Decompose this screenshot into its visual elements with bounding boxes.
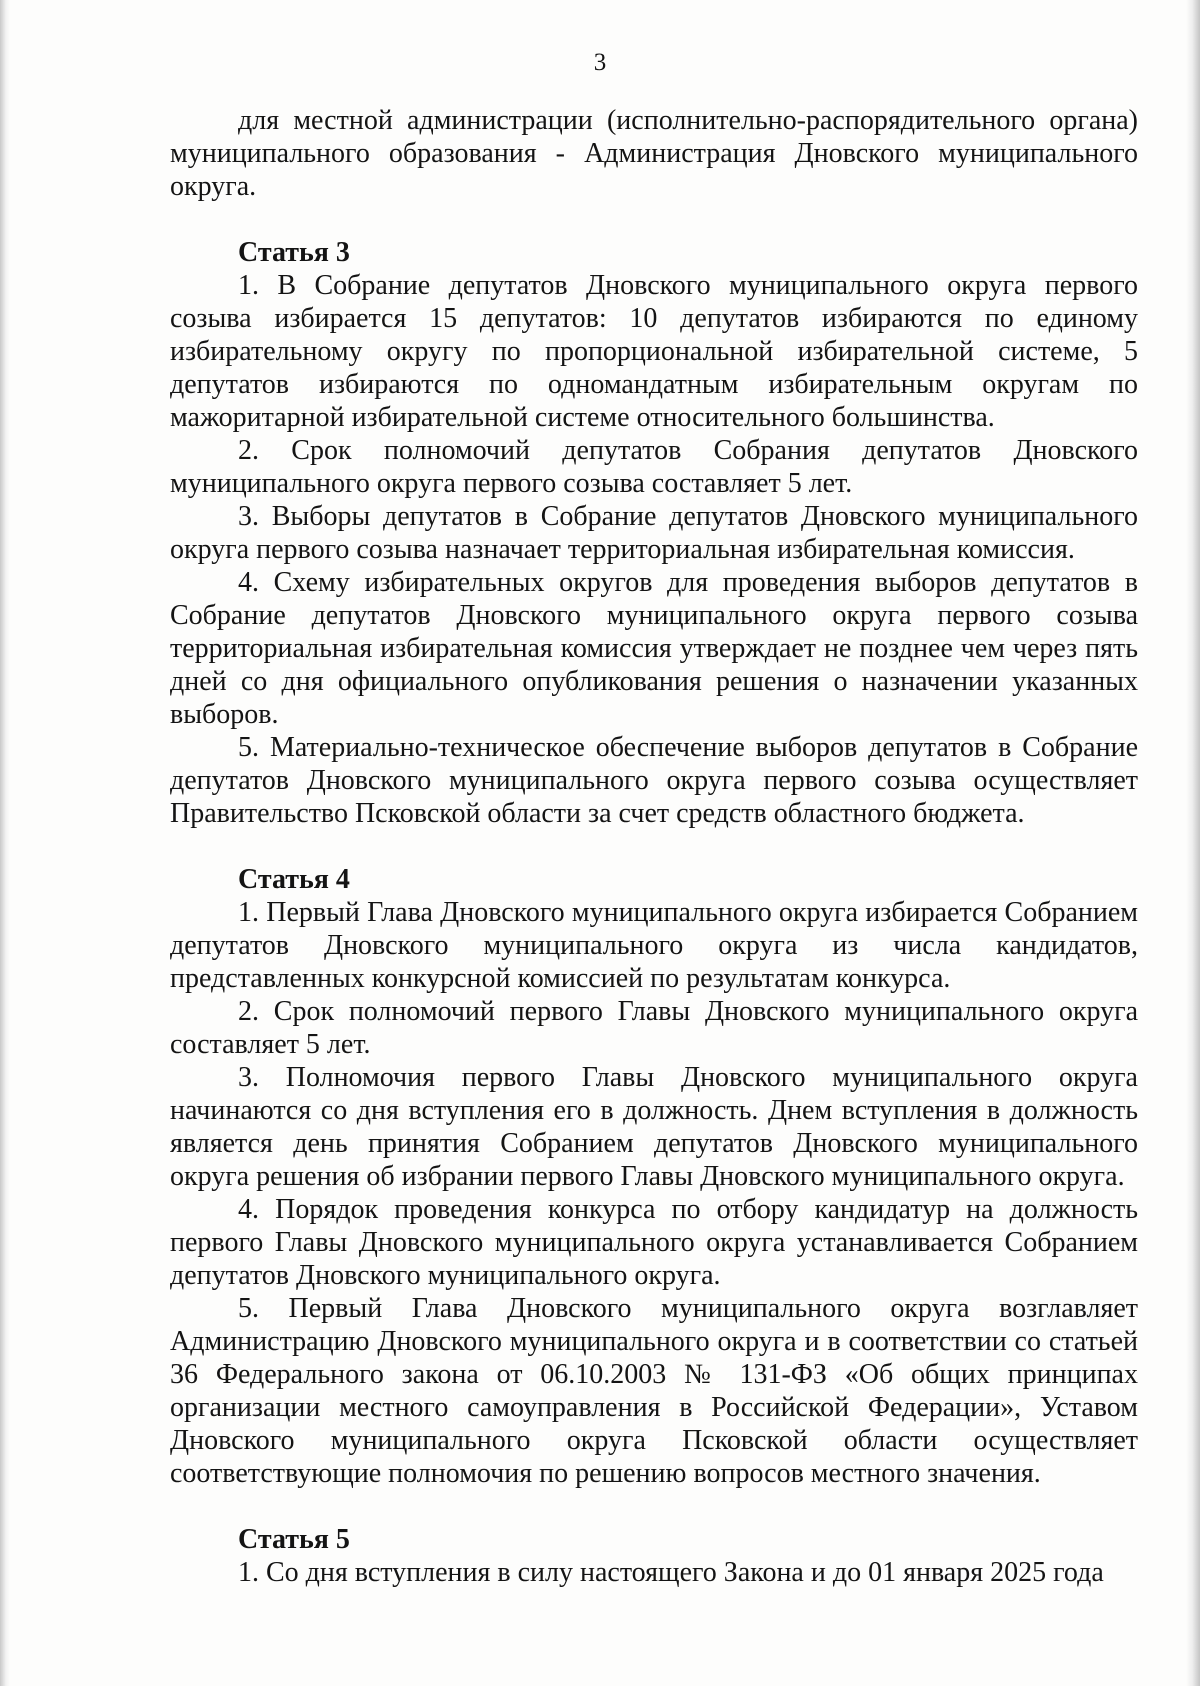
- intro-paragraph: для местной администрации (исполнительно-распорядительного органа) муниципального образования - Администрация Дновского муниципального округа.: [170, 105, 1138, 202]
- article-4: [170, 863, 1138, 1490]
- article-3: [170, 236, 1138, 830]
- article-paragraph: 3. Полномочия первого Главы Дновского муниципального округа начинаются со дня вступления его в должность. Днем вступления в должность является день принятия Собранием депутатов Дновского муниципального округа решения об избрании первого Главы Дновского муниципального округа.: [170, 1062, 1138, 1192]
- article-paragraph: 4. Порядок проведения конкурса по отбору кандидатур на должность первого Главы Дновского муниципального округа устанавливается Собранием депутатов Дновского муниципального округа.: [170, 1194, 1138, 1291]
- article-paragraph: 1. Первый Глава Дновского муниципального округа избирается Собранием депутатов Дновского муниципального округа из числа кандидатов, представленных конкурсной комиссией по результатам конкурса.: [170, 897, 1138, 994]
- article-paragraph: 5. Материально-техническое обеспечение выборов депутатов в Собрание депутатов Дновского муниципального округа первого созыва осуществляет Правительство Псковской области за счет средств областного бюджета.: [170, 732, 1138, 829]
- article-paragraph: 2. Срок полномочий депутатов Собрания депутатов Дновского муниципального округа первого созыва составляет 5 лет.: [170, 435, 1138, 499]
- article-heading: Статья 3: [238, 237, 350, 268]
- article-paragraph: 3. Выборы депутатов в Собрание депутатов Дновского муниципального округа первого созыва назначает территориальная избирательная комиссия.: [170, 501, 1138, 565]
- article-heading: Статья 4: [238, 864, 350, 895]
- article-heading: Статья 5: [238, 1524, 350, 1555]
- article-paragraph: 1. Со дня вступления в силу настоящего Закона и до 01 января 2025 года: [238, 1557, 1104, 1588]
- article-paragraph: 2. Срок полномочий первого Главы Дновского муниципального округа составляет 5 лет.: [170, 996, 1138, 1060]
- scan-edge-left: [0, 0, 10, 1686]
- page-number: 3: [593, 49, 607, 76]
- scan-edge-right: [1186, 0, 1200, 1686]
- document-body: [170, 104, 1138, 1589]
- article-5: [170, 1523, 1138, 1589]
- article-paragraph: 1. В Собрание депутатов Дновского муниципального округа первого созыва избирается 15 депутатов: 10 депутатов избираются по единому избирательному округу по пропорциональной избирательной системе, 5 депутатов избираются по одномандатным избирательным округам по мажоритарной избирательной системе относительного большинства.: [170, 270, 1138, 433]
- article-paragraph: 5. Первый Глава Дновского муниципального округа возглавляет Администрацию Дновского муниципального округа и в соответствии со статьей 36 Федерального закона от 06.10.2003 № 131-ФЗ «Об общих принципах организации местного самоуправления в Российской Федерации», Уставом Дновского муниципального округа Псковской области осуществляет соответствующие полномочия по решению вопросов местного значения.: [170, 1293, 1138, 1489]
- article-paragraph: 4. Схему избирательных округов для проведения выборов депутатов в Собрание депутатов Дновского муниципального округа первого созыва территориальная избирательная комиссия утверждает не позднее чем через пять дней со дня официального опубликования решения о назначении указанных выборов.: [170, 567, 1138, 730]
